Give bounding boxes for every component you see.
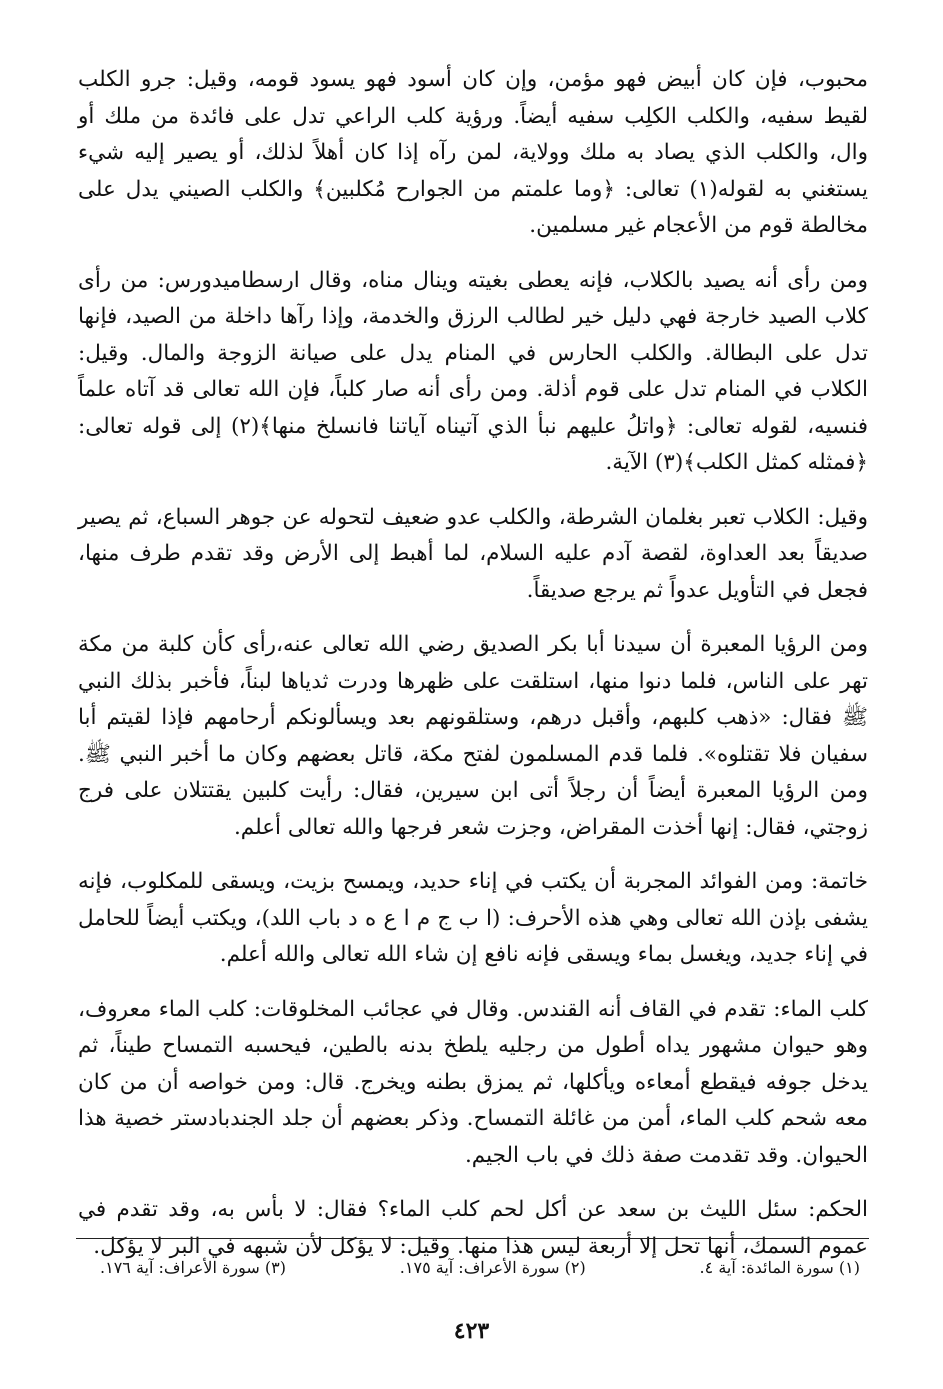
paragraph-dog-colors: محبوب، فإن كان أبيض فهو مؤمن، وإن كان أسود فهو يسود قومه، وقيل: جرو الكلب لقيط سفيه، والكلب الكلِب سفيه أيضاً. ورؤية كلب الراعي تدل على فائدة من ملك أو وال، والكلب الذي يصاد به ملك وولاية، لمن رآه إذا كان أهلاً لذلك، أو يصير إليه شيء يستغني به لقوله(١) تعالى: ﴿وما علمتم من الجوارح مُكلبين﴾ والكلب الصيني يدل على مخالطة قوم من الأعجام غير مسلمين. bbox=[78, 67, 868, 238]
paragraph-police-dogs: وقيل: الكلاب تعبر بغلمان الشرطة، والكلب عدو ضعيف لتحوله عن جوهر السباع، ثم يصير صديقاً بعد العداوة، لقصة آدم عليه السلام، لما أهبط إلى الأرض وقد تقدم طرف منها، فجعل في التأويل عدواً ثم يرجع صديقاً. bbox=[78, 504, 868, 603]
paragraph-water-dog: كلب الماء: تقدم في القاف أنه القندس. وقال في عجائب المخلوقات: كلب الماء معروف، وهو حيوان مشهور يداه أطول من رجليه يلطخ بدنه بالطين، فيحسبه التمساح طيناً، ثم يدخل جوفه فيقطع أمعاءه ويأكلها، ثم يمزق بطنه ويخرج. قال: ومن خواصه أن من كان معه شحم كلب الماء، أمن من غائلة التمساح. وذكر بعضهم أن جلد الجندبادستر خصية هذا الحيوان. وقد تقدمت صفة ذلك في باب الجيم. bbox=[78, 996, 868, 1168]
footnote-1: (١) سورة المائدة: آية ٤. bbox=[699, 1258, 860, 1277]
footnote-3: (٣) سورة الأعراف: آية ١٧٦. bbox=[100, 1258, 286, 1277]
paragraph-ruling: الحكم: سئل الليث بن سعد عن أكل لحم كلب الماء؟ فقال: لا بأس به، وقد تقدم في عموم السمك، أنها تحل إلا أربعة ليس هذا منها. وقيل: لا يؤكل لأن شبهه في البر لا يؤكل. bbox=[78, 1197, 868, 1259]
body-text bbox=[78, 62, 868, 1283]
footnote-2: (٢) سورة الأعراف: آية ١٧٥. bbox=[399, 1258, 586, 1277]
page-number: ٤٢٣ bbox=[453, 1318, 490, 1344]
footnotes bbox=[100, 1256, 860, 1280]
paragraph-abu-bakr-vision: ومن الرؤيا المعبرة أن سيدنا أبا بكر الصديق رضي الله تعالى عنه،رأى كأن كلبة من مكة تهر على الناس، فلما دنوا منها، استلقت على ظهرها ودرت ثدياها لبناً، فأخبر بذلك النبي ﷺ فقال: «ذهب كلبهم، وأقبل درهم، وستلقونهم بعد ويسألونكم أرحامهم فإذا لقيتم أبا سفيان فلا تقتلوه». فلما قدم المسلمون لفتح مكة، قاتل بعضهم وكان ما أخبر النبي ﷺ. ومن الرؤيا المعبرة أيضاً أن رجلاً أتى ابن سيرين، فقال: رأيت كلبين يقتتلان على فرج زوجتي، فقال: إنها أخذت المقراض، وجزت شعر فرجها والله تعالى أعلم. bbox=[78, 632, 868, 840]
paragraph-hunting-dogs: ومن رأى أنه يصيد بالكلاب، فإنه يعطى بغيته وينال مناه، وقال ارسطاميدورس: من رأى كلاب الصيد خارجة فهي دليل خير لطالب الرزق والخدمة، وإذا رآها داخلة من الصيد، فإنها تدل على البطالة. والكلب الحارس في المنام يدل على صيانة الزوجة والمال. وقيل: الكلاب في المنام تدل على قوم أذلة. ومن رأى أنه صار كلباً، فإن الله تعالى قد آتاه علماً فنسيه، لقوله تعالى: ﴿واتلُ عليهم نبأ الذي آتيناه آياتنا فانسلخ منها﴾(٢) إلى قوله تعالى: ﴿فمثله كمثل الكلب﴾(٣) الآية. bbox=[78, 267, 869, 475]
paragraph-conclusion: خاتمة: ومن الفوائد المجربة أن يكتب في إناء حديد، ويمسح بزيت، ويسقى للمكلوب، فإنه يشفى بإذن الله تعالى وهي هذه الأحرف: (ا ب ج م ا ع ه د باب اللد)، ويكتب أيضاً للحامل في إناء جديد، ويغسل بماء ويسقى فإنه نافع إن شاء الله تعالى والله أعلم. bbox=[78, 869, 869, 967]
footnote-divider bbox=[76, 1238, 869, 1239]
